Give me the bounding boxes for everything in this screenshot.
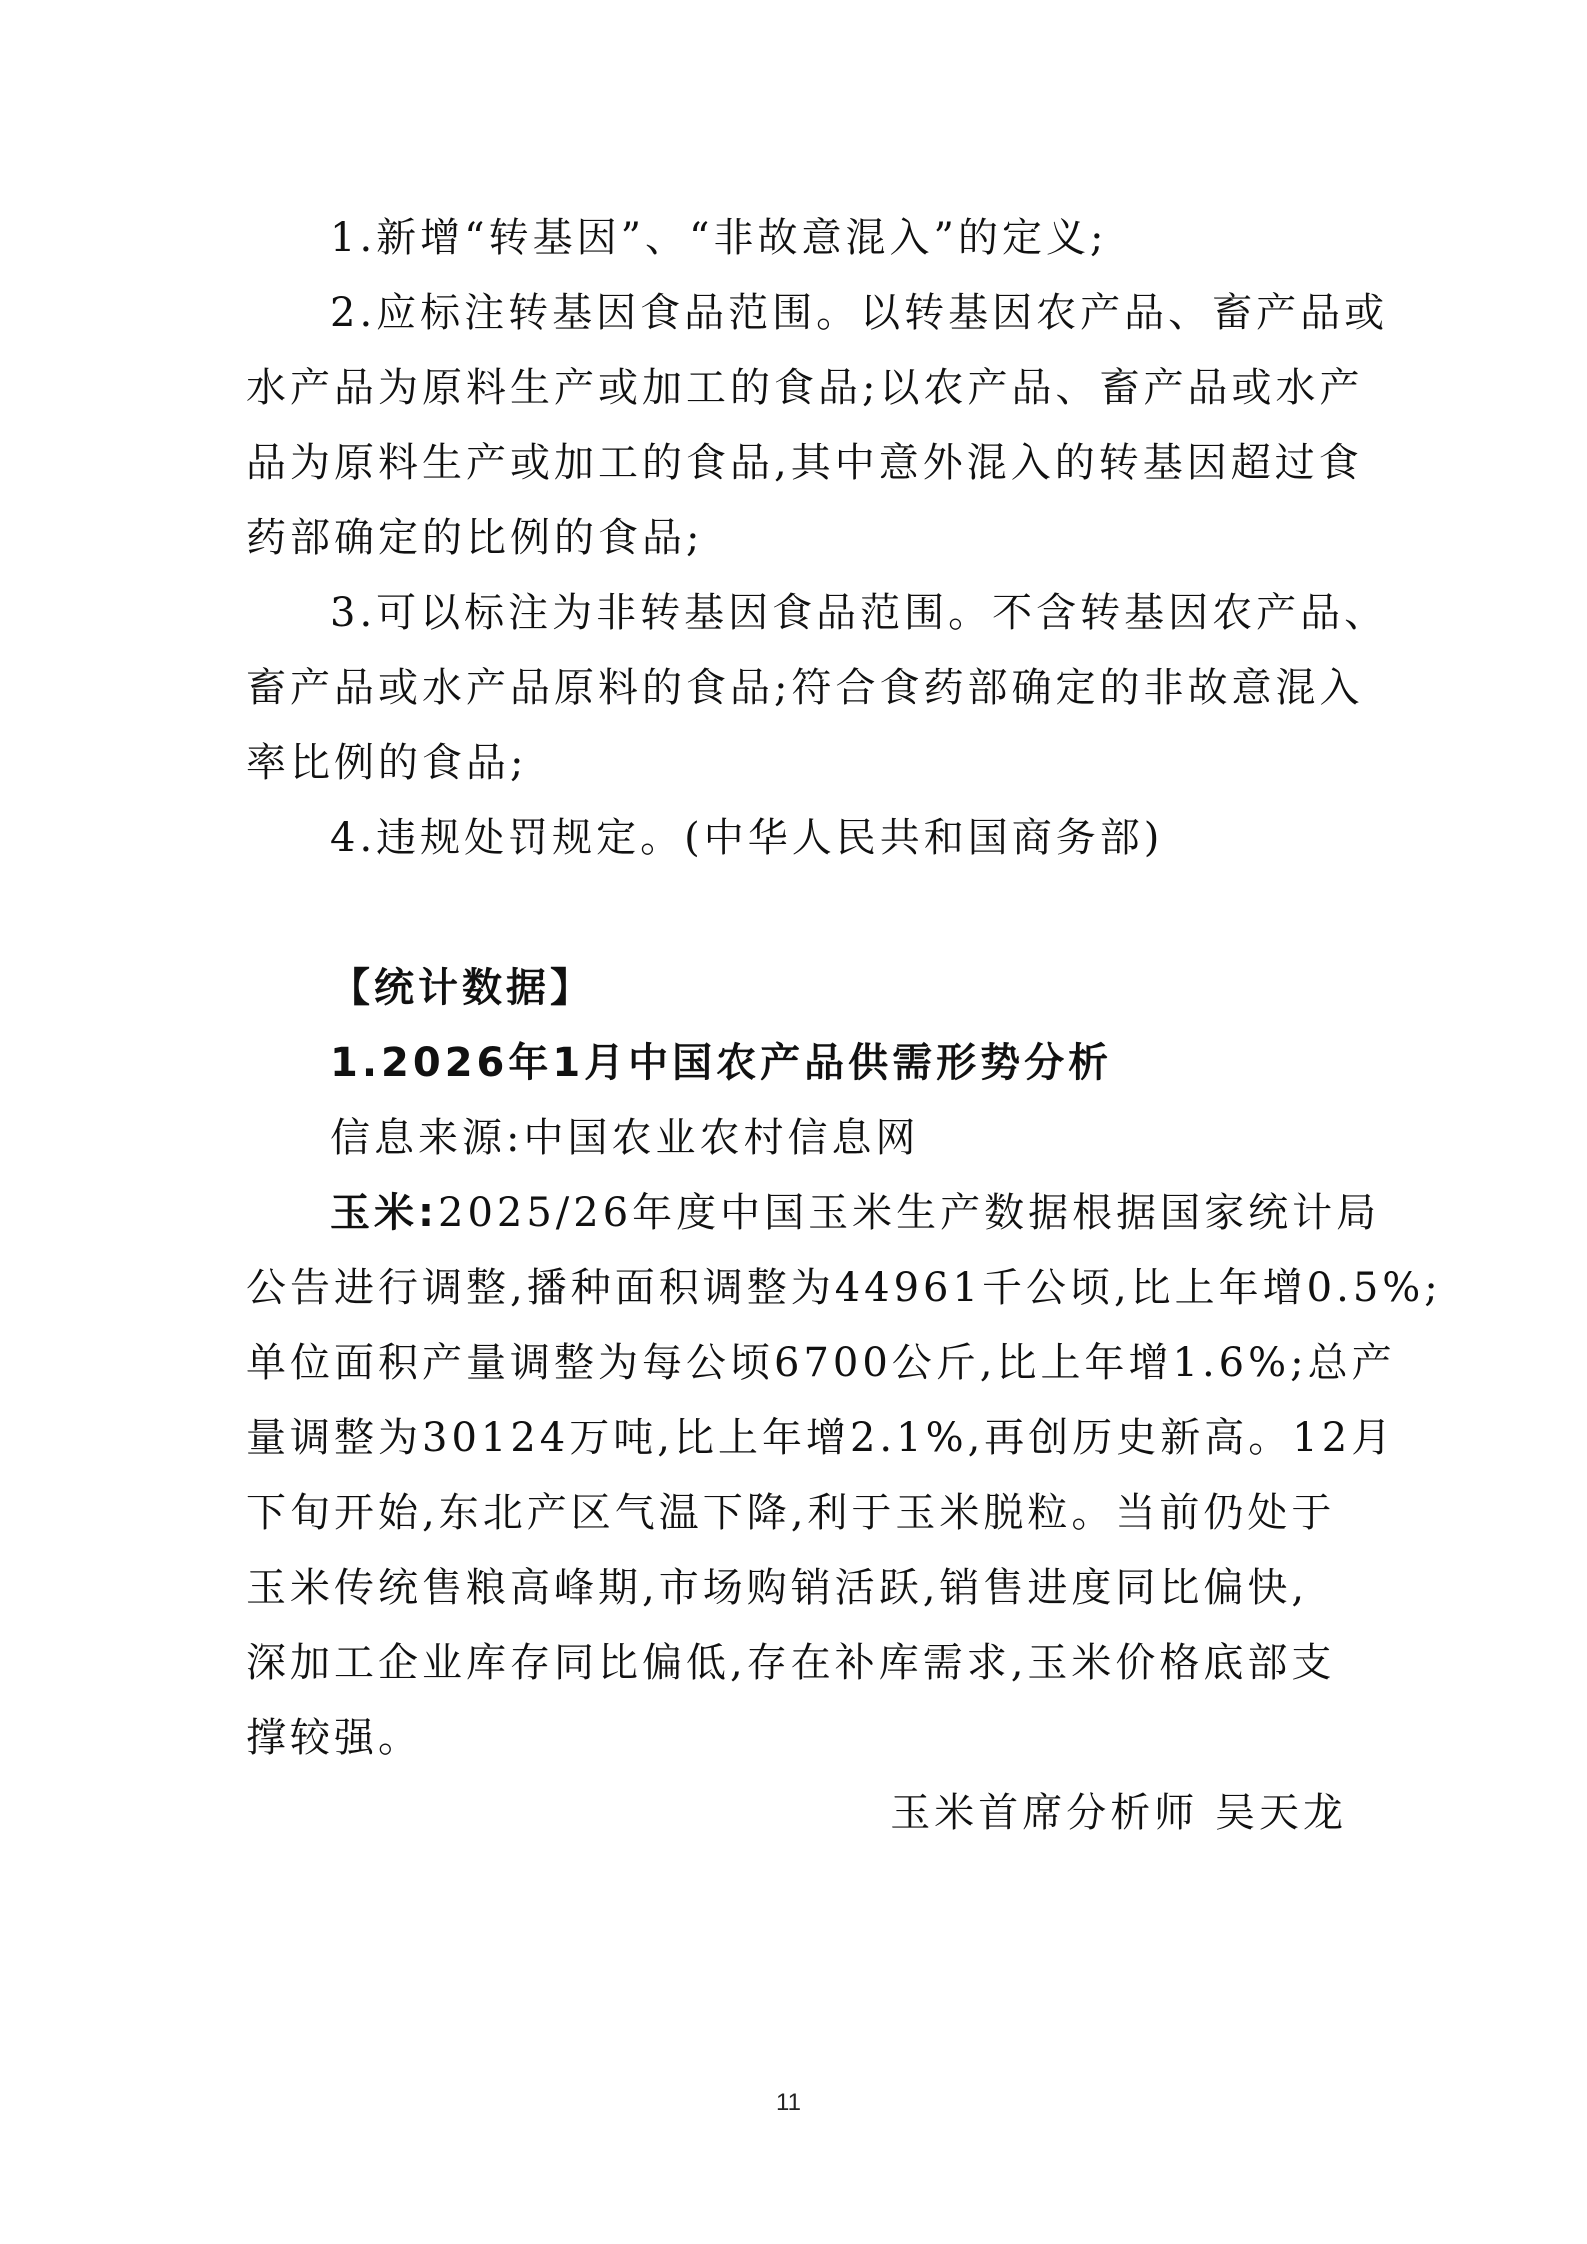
corn-line-3: 单位面积产量调整为每公顷6700公斤,比上年增1.6%;总产 [246, 1340, 1396, 1386]
corn-line-8: 撑较强。 [246, 1715, 422, 1761]
item-3-line-2: 畜产品或水产品原料的食品;符合食药部确定的非故意混入 [246, 665, 1364, 711]
item-3-line-3: 率比例的食品; [246, 740, 528, 786]
item-2-line-4: 药部确定的比例的食品; [246, 515, 704, 561]
item-1-line-1: 1.新增“转基因”、“非故意混入”的定义; [330, 215, 1108, 261]
item-2-line-2: 水产品为原料生产或加工的食品;以农产品、畜产品或水产 [246, 365, 1364, 411]
analyst-signature: 玉米首席分析师 吴天龙 [890, 1790, 1347, 1836]
corn-line-1 [330, 1188, 1380, 1238]
corn-line-2: 公告进行调整,播种面积调整为44961千公顷,比上年增0.5%; [246, 1265, 1442, 1311]
corn-line-7: 深加工企业库存同比偏低,存在补库需求,玉米价格底部支 [246, 1640, 1336, 1686]
source-line: 信息来源:中国农业农村信息网 [330, 1115, 920, 1161]
corn-line-6: 玉米传统售粮高峰期,市场购销活跃,销售进度同比偏快, [246, 1565, 1309, 1611]
corn-line-5: 下旬开始,东北产区气温下降,利于玉米脱粒。当前仍处于 [246, 1490, 1336, 1536]
stats-subheading: 1.2026年1月中国农产品供需形势分析 [330, 1040, 1113, 1086]
item-4-line-1: 4.违规处罚规定。(中华人民共和国商务部) [330, 815, 1164, 861]
item-2-line-3: 品为原料生产或加工的食品,其中意外混入的转基因超过食 [246, 440, 1363, 486]
item-3-line-1: 3.可以标注为非转基因食品范围。不含转基因农产品、 [330, 590, 1389, 636]
corn-first-line: 2025/26年度中国玉米生产数据根据国家统计局 [438, 1190, 1381, 1236]
stats-heading: 【统计数据】 [330, 965, 594, 1011]
corn-line-4: 量调整为30124万吨,比上年增2.1%,再创历史新高。12月 [246, 1415, 1396, 1461]
item-2-line-1: 2.应标注转基因食品范围。以转基因农产品、畜产品或 [330, 290, 1389, 336]
corn-label: 玉米: [330, 1190, 438, 1236]
page-number: 11 [776, 2089, 801, 2116]
